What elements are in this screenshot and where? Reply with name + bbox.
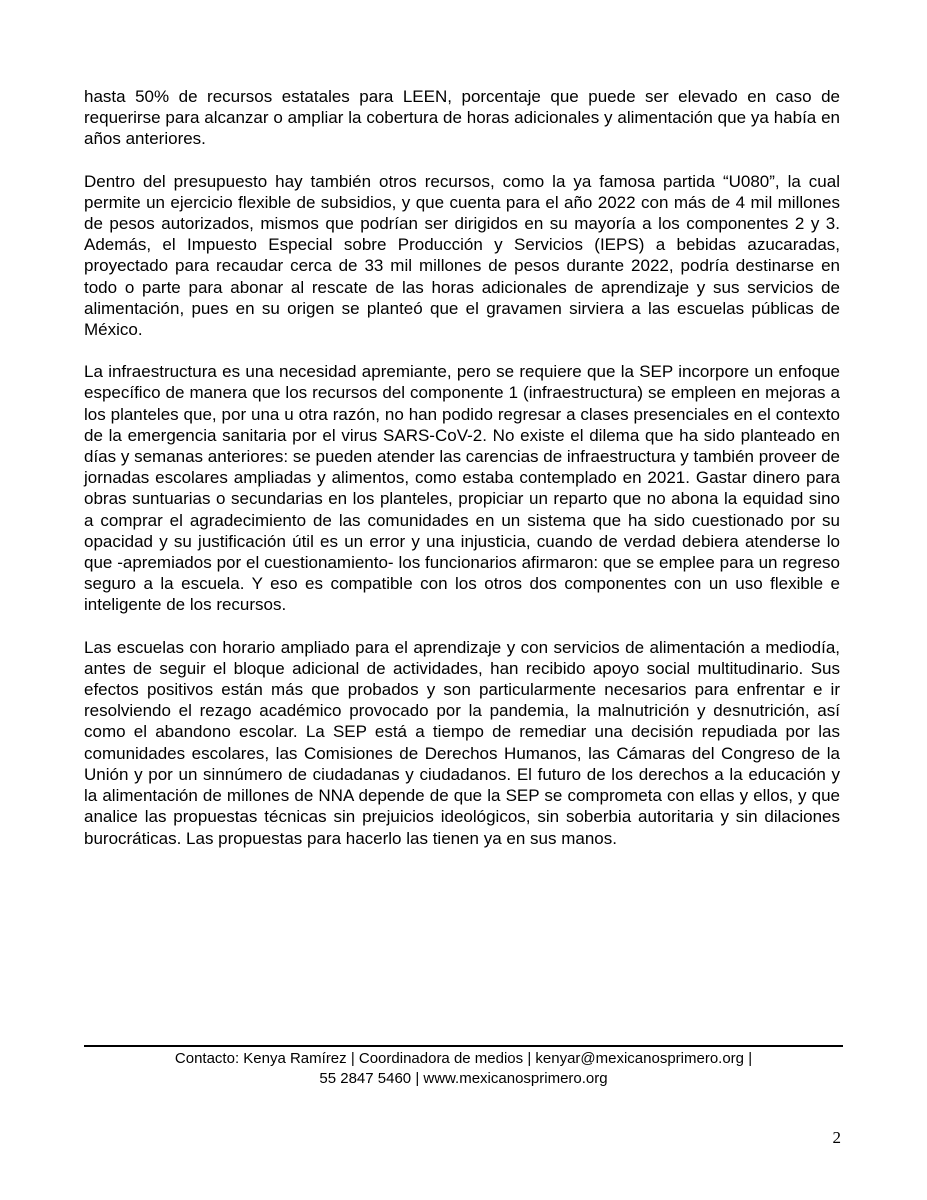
footer-contact-line-2: 55 2847 5460 | www.mexicanosprimero.org	[319, 1070, 608, 1087]
paragraph-4: Las escuelas con horario ampliado para el aprendizaje y con servicios de alimentación a mediodía, antes de seguir el bloque adicional de actividades, han recibido apoyo social multitudinario. Sus efectos positivos están más que probados y son particularmente necesarios para enfrentar e ir resolviendo el rezago académico provocado por la pandemia, la malnutrición y desnutrición, así como el abandono escolar. La SEP está a tiempo de remediar una decisión repudiada por las comunidades escolares, las Comisiones de Derechos Humanos, las Cámaras del Congreso de la Unión y por un sinnúmero de ciudadanas y ciudadanos. El futuro de los derechos a la educación y la alimentación de millones de NNA depende de que la SEP se comprometa con ellas y ellos, y que analice las propuestas técnicas sin prejuicios ideológicos, sin soberbia autoritaria y sin dilaciones burocráticas. Las propuestas para hacerlo las tienen ya en sus manos.	[84, 637, 840, 848]
footer-contact	[84, 1049, 843, 1089]
page-number: 2	[832, 1128, 841, 1147]
paragraph-2: Dentro del presupuesto hay también otros recursos, como la ya famosa partida “U080”, la cual permite un ejercicio flexible de subsidios, y que cuenta para el año 2022 con más de 4 mil millones de pesos autorizados, mismos que podrían ser dirigidos en su mayoría a los componentes 2 y 3. Además, el Impuesto Especial sobre Producción y Servicios (IEPS) a bebidas azucaradas, proyectado para recaudar cerca de 33 mil millones de pesos durante 2022, podría destinarse en todo o parte para abonar al rescate de las horas adicionales de aprendizaje y sus servicios de alimentación, pues en su origen se planteó que el gravamen sirviera a las escuelas públicas de México.	[84, 171, 840, 340]
paragraph-3: La infraestructura es una necesidad apremiante, pero se requiere que la SEP incorpore un enfoque específico de manera que los recursos del componente 1 (infraestructura) se empleen en mejoras a los planteles que, por una u otra razón, no han podido regresar a clases presenciales en el contexto de la emergencia sanitaria por el virus SARS-CoV-2. No existe el dilema que ha sido planteado en días y semanas anteriores: se pueden atender las carencias de infraestructura y también proveer de jornadas escolares ampliadas y alimentos, como estaba contemplado en 2021. Gastar dinero para obras suntuarias o secundarias en los planteles, propiciar un reparto que no abona la equidad sino a comprar el agradecimiento de las comunidades en un sistema que ha sido cuestionado por su opacidad y su justificación útil es un error y una injusticia, cuando de verdad debiera atenderse lo que -apremiados por el cuestionamiento- los funcionarios afirmaron: que se emplee para un regreso seguro a la escuela. Y eso es compatible con los otros dos componentes con un uso flexible e inteligente de los recursos.	[84, 362, 840, 615]
document-body	[84, 86, 840, 870]
paragraph-1: hasta 50% de recursos estatales para LEEN, porcentaje que puede ser elevado en caso de requerirse para alcanzar o ampliar la cobertura de horas adicionales y alimentación que ya había en años anteriores.	[84, 87, 840, 149]
footer-divider	[84, 1045, 843, 1047]
footer-contact-line-1: Contacto: Kenya Ramírez | Coordinadora de medios | kenyar@mexicanosprimero.org |	[174, 1050, 753, 1067]
